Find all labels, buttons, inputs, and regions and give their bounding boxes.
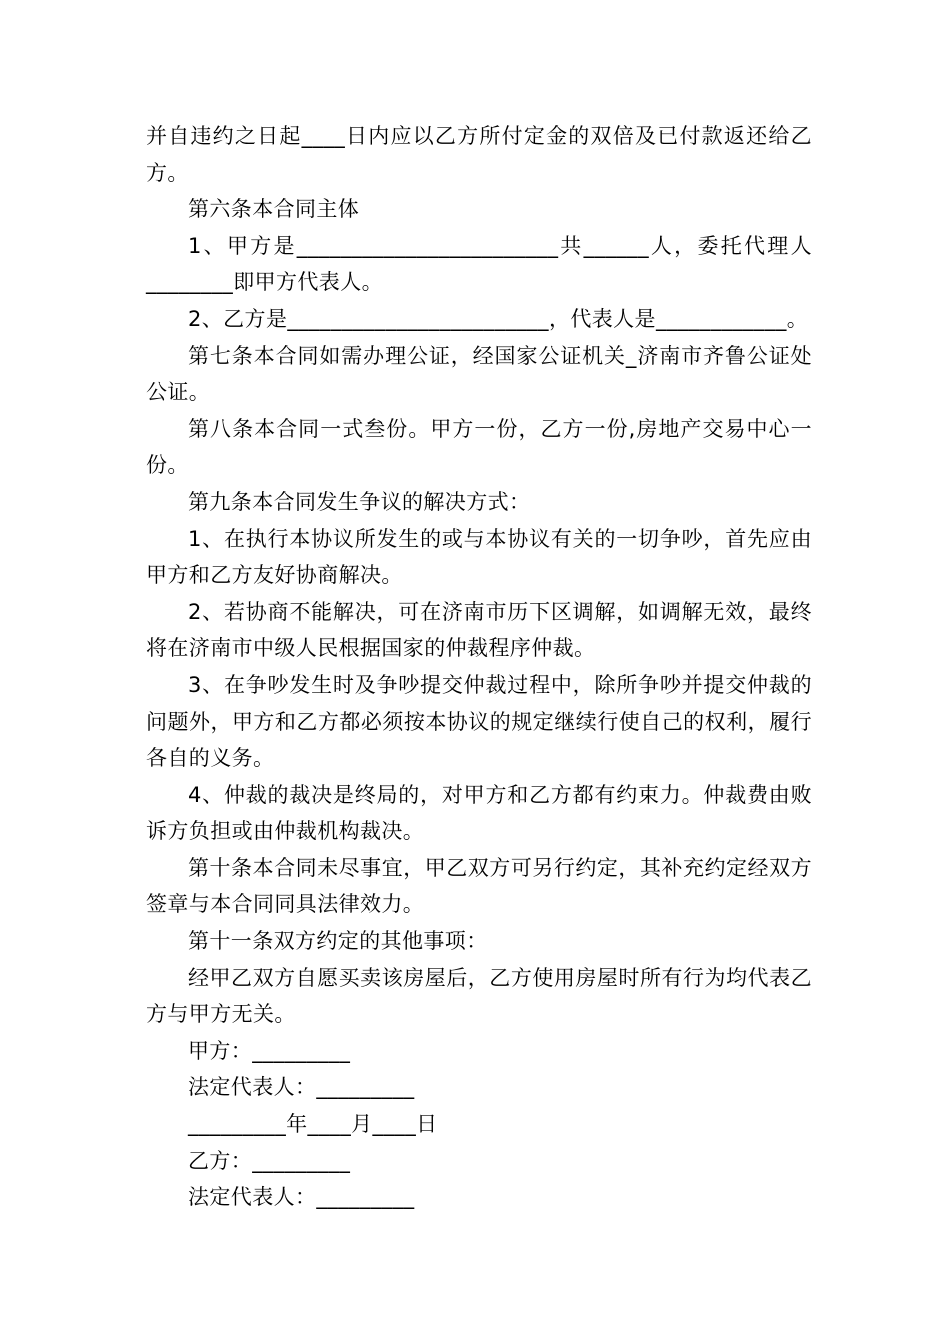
article-8-copies: 第八条本合同一式叁份。甲方一份，乙方一份,房地产交易中心一份。 <box>146 416 812 478</box>
article-11-content: 经甲乙双方自愿买卖该房屋后，乙方使用房屋时所有行为均代表乙方与甲方无关。 <box>146 965 812 1027</box>
article-10: 第十条本合同未尽事宜，甲乙双方可另行约定，其补充约定经双方签章与本合同同具法律效力。 <box>146 855 812 917</box>
article-9-clause-4: 4、仲裁的裁决是终局的，对甲方和乙方都有约束力。仲裁费由败诉方负担或由仲裁机构裁决。 <box>146 782 812 844</box>
article-9-clause-1: 1、在执行本协议所发生的或与本协议有关的一切争吵，首先应由甲方和乙方友好协商解决。 <box>146 526 812 588</box>
article-7-notarization: 第七条本合同如需办理公证，经国家公证机关_济南市齐鲁公证处公证。 <box>146 343 812 405</box>
signature-party-b-representative: 法定代表人：_________ <box>188 1185 415 1210</box>
signature-party-a: 甲方：_________ <box>188 1038 351 1063</box>
signature-party-a-representative: 法定代表人：_________ <box>188 1075 415 1100</box>
article-11-heading: 第十一条双方约定的其他事项： <box>188 929 488 954</box>
article-9-clause-2: 2、若协商不能解决，可在济南市历下区调解，如调解无效，最终将在济南市中级人民根据国家的仲裁程序仲裁。 <box>146 599 812 661</box>
signature-date: _________年____月____日 <box>188 1112 438 1137</box>
article-9-clause-3: 3、在争吵发生时及争吵提交仲裁过程中，除所争吵并提交仲裁的问题外，甲方和乙方都必须按本协议的规定继续行使自己的权利，履行各自的义务。 <box>146 672 812 771</box>
document-body <box>146 118 812 1216</box>
article-6-party-b: 2、乙方是________________________，代表人是____________。 <box>188 306 809 331</box>
article-6-heading: 第六条本合同主体 <box>188 197 360 222</box>
article-9-heading: 第九条本合同发生争议的解决方式： <box>188 489 531 514</box>
signature-party-b: 乙方：_________ <box>188 1148 351 1173</box>
paragraph-breach-refund: 并自违约之日起____日内应以乙方所付定金的双倍及已付款返还给乙方。 <box>146 124 812 185</box>
article-6-party-a: 1、甲方是________________________共______人，委托代理人________即甲方代表人。 <box>146 233 812 295</box>
